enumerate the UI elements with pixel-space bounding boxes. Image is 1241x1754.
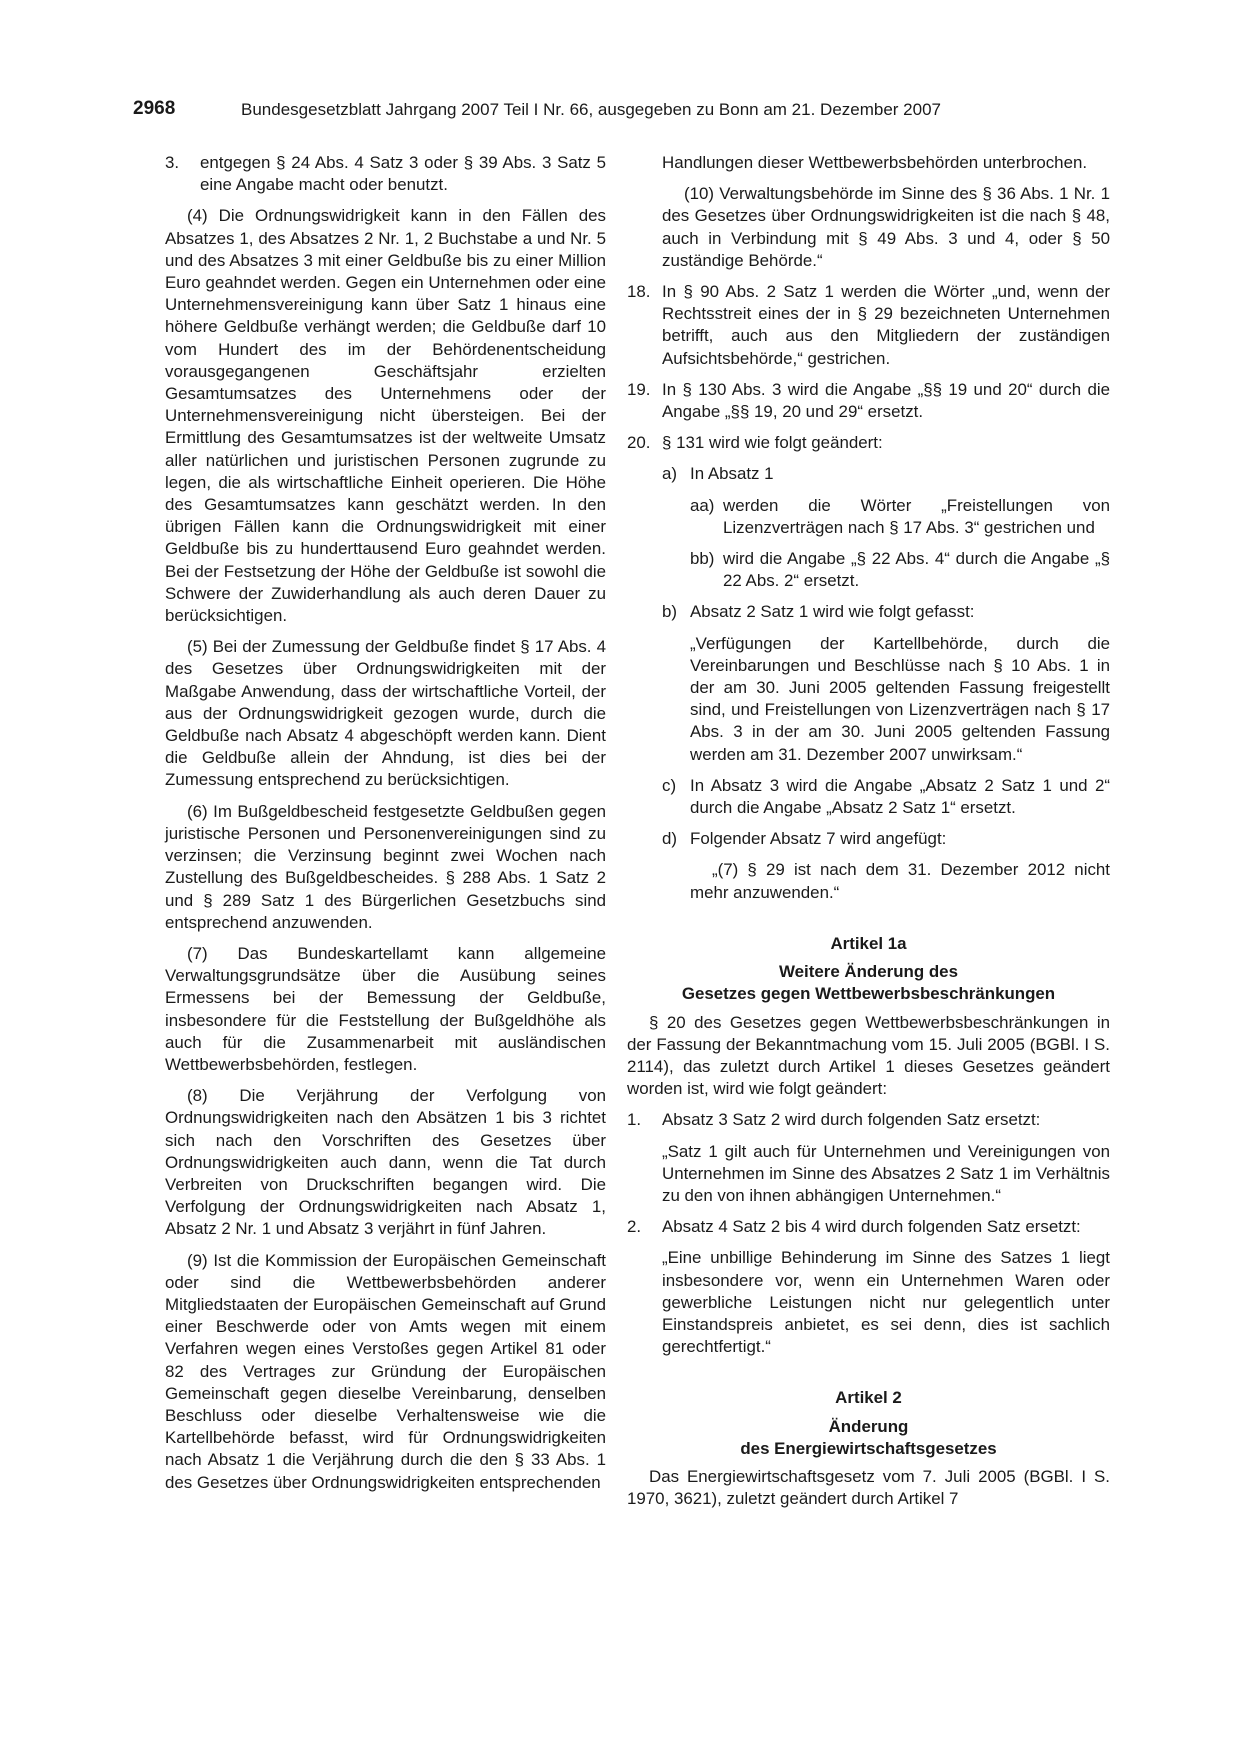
item-text: Folgender Absatz 7 wird angefügt:: [690, 829, 947, 849]
item-text: § 131 wird wie folgt geändert:: [662, 433, 883, 453]
paragraph-9: (9) Ist die Kommission der Europäischen Gemeinschaft oder sind die Wettbewerbsbehörden anderer Mitgliedstaaten der Europäischen Gemeinschaft auf Grund einer Beschwerde oder von Amts wegen mit einem Verfahren wegen eines Verstoßes gegen Artikel 81 oder 82 des Vertrages zur Gründung der Europäischen Gemeinschaft gegen dieselbe Vereinbarung, denselben Beschluss oder dieselbe Verhaltensweise wie die Kartellbehörde befasst, wird für Ordnungswidrigkeiten nach Absatz 1 die Verjährung durch die den § 33 Abs. 1 des Gesetzes über Ordnungswidrigkeiten entsprechenden: [165, 1250, 606, 1492]
list-subsubitem: [690, 495, 1110, 539]
list-item: [627, 1109, 1110, 1131]
item-letter: d): [662, 829, 678, 849]
item-letter: b): [662, 602, 678, 622]
list-item: [627, 1216, 1110, 1238]
paragraph-7: (7) Das Bundeskartellamt kann allgemeine Verwaltungsgrundsätze über die Ausübung seines Ermessens bei der Bemessung der Geldbuße, insbesondere für die Feststellung der Bußgeldhöhe als auch für die Zusammenarbeit mit ausländischen Wettbewerbsbehörden, festlegen.: [165, 943, 606, 1074]
quoted-text: „Eine unbillige Behinderung im Sinne des Satzes 1 liegt insbesondere vor, wenn ein Unternehmen Waren oder gewerbliche Leistungen nicht nur gelegentlich unter Einstandspreis anbietet, es sei denn, dies ist sachlich gerechtfertigt.“: [662, 1248, 1110, 1357]
list-item: [165, 152, 606, 196]
item-text: wird die Angabe „§ 22 Abs. 4“ durch die Angabe „§ 22 Abs. 2“ ersetzt.: [723, 549, 1110, 591]
quoted-text: „Verfügungen der Kartellbehörde, durch die Vereinbarungen und Beschlüsse nach § 10 Abs. 1 in der am 30. Juni 2005 geltenden Fassung freigestellt sind, und Freistellungen von Lizenzverträgen nach § 17 Abs. 3 in der am 30. Juni 2005 geltenden Fassung werden am 31. Dezember 2007 unwirksam.“: [690, 633, 1110, 764]
item-letter: bb): [690, 549, 715, 569]
item-letter: c): [662, 775, 677, 795]
list-item: [627, 432, 1110, 454]
gazette-title: Bundesgesetzblatt Jahrgang 2007 Teil I Nr. 66, ausgegeben zu Bonn am 21. Dezember 2007: [241, 100, 941, 119]
article-title-line: des Energiewirtschaftsgesetzes: [740, 1438, 997, 1458]
paragraph-9-continued: Handlungen dieser Wettbewerbsbehörden unterbrochen.: [662, 153, 1088, 172]
quoted-text: „Satz 1 gilt auch für Unternehmen und Vereinigungen von Unternehmen im Sinne des Absatzes 2 Satz 1 im Verhältnis zu den von ihnen abhängigen Unternehmen.“: [662, 1141, 1110, 1205]
list-subitem: [662, 775, 1110, 819]
item-letter: aa): [690, 495, 715, 515]
article-title-line: Weitere Änderung des: [779, 962, 958, 982]
article-intro: Das Energiewirtschaftsgesetz vom 7. Juli 2005 (BGBl. I S. 1970, 3621), zuletzt geändert durch Artikel 7: [627, 1466, 1110, 1509]
article-label: Artikel 1a: [830, 933, 907, 953]
paragraph-4: (4) Die Ordnungswidrigkeit kann in den Fällen des Absatzes 1, des Absatzes 2 Nr. 1, 2 Buchstabe a und Nr. 5 und des Absatzes 3 mit einer Geldbuße bis zu einer Million Euro geahndet werden. Gegen ein Unternehmen oder eine Unternehmensvereinigung kann über Satz 1 hinaus eine höhere Geldbuße verhängt werden; die Geldbuße darf 10 vom Hundert des im der Behördenentscheidung vorausgegangenen Geschäftsjahr erzielten Gesamtumsatzes des Unternehmens oder der Unternehmensvereinigung nicht übersteigen. Bei der Ermittlung des Gesamtumsatzes ist der weltweite Umsatz aller natürlichen und juristischen Personen zugrunde zu legen, die als wirtschaftliche Einheit operieren. Die Höhe des Gesamtumsatzes kann geschätzt werden. In den übrigen Fällen kann die Ordnungswidrigkeit mit einer Geldbuße bis zu hunderttausend Euro geahndet werden. Bei der Festsetzung der Höhe der Geldbuße ist sowohl die Schwere der Zuwiderhandlung als auch deren Dauer zu berücksichtigen.: [165, 206, 606, 626]
list-subitem: [662, 601, 1110, 623]
article-intro: § 20 des Gesetzes gegen Wettbewerbsbeschränkungen in der Fassung der Bekanntmachung vom 15. Juli 2005 (BGBl. I S. 2114), das zuletzt durch Artikel 1 dieses Gesetzes geändert worden ist, wird wie folgt geändert:: [627, 1012, 1110, 1099]
list-subitem: [662, 463, 1110, 485]
item-letter: a): [662, 464, 678, 484]
list-item: [627, 379, 1110, 423]
paragraph-10: (10) Verwaltungsbehörde im Sinne des § 36 Abs. 1 Nr. 1 des Gesetzes über Ordnungswidrigkeiten ist die nach § 48, auch in Verbindung mit § 49 Abs. 3 und 4, oder § 50 zuständige Behörde.“: [662, 184, 1110, 270]
item-number: 18.: [627, 282, 651, 302]
item-number: 2.: [627, 1217, 642, 1237]
item-number: 20.: [627, 433, 651, 453]
list-subitem: [662, 828, 1110, 850]
article-title-line: Gesetzes gegen Wettbewerbsbeschränkungen: [681, 984, 1056, 1004]
quoted-text: „(7) § 29 ist nach dem 31. Dezember 2012 nicht mehr anzuwenden.“: [690, 860, 1110, 902]
item-text: entgegen § 24 Abs. 4 Satz 3 oder § 39 Abs. 3 Satz 5 eine Angabe macht oder benutzt.: [200, 153, 606, 195]
item-text: Absatz 3 Satz 2 wird durch folgenden Satz ersetzt:: [662, 1110, 1041, 1130]
item-text: In § 130 Abs. 3 wird die Angabe „§§ 19 und 20“ durch die Angabe „§§ 19, 20 und 29“ ersetzt.: [662, 379, 1110, 422]
paragraph-5: (5) Bei der Zumessung der Geldbuße findet § 17 Abs. 4 des Gesetzes über Ordnungswidrigkeiten mit der Maßgabe Anwendung, dass der wirtschaftliche Vorteil, der aus der Ordnungswidrigkeit gezogen wurde, durch die Geldbuße nach Absatz 4 abgeschöpft werden kann. Dient die Geldbuße allein der Ahndung, ist dies bei der Zumessung entsprechend zu berücksichtigen.: [165, 637, 606, 790]
item-text: In § 90 Abs. 2 Satz 1 werden die Wörter „und, wenn der Rechtsstreit eines der in § 29 bezeichneten Unternehmen betrifft, auch aus den Mitgliedern der zuständigen Aufsichtsbehörde,“ gestrichen.: [662, 282, 1110, 368]
paragraph-6: (6) Im Bußgeldbescheid festgesetzte Geldbußen gegen juristische Personen und Personenvereinigungen sind zu verzinsen; die Verzinsung beginnt zwei Wochen nach Zustellung des Bußgeldbescheides. § 288 Abs. 1 Satz 2 und § 289 Satz 1 des Bürgerlichen Gesetzbuchs sind entsprechend anzuwenden.: [165, 801, 606, 932]
item-text: In Absatz 3 wird die Angabe „Absatz 2 Satz 1 und 2“ durch die Angabe „Absatz 2 Satz 1“ ersetzt.: [690, 775, 1110, 818]
item-number: 3.: [165, 153, 180, 172]
page-number: 2968: [133, 98, 176, 119]
left-column: [165, 152, 606, 1503]
list-item: [627, 281, 1110, 370]
item-text: Absatz 2 Satz 1 wird wie folgt gefasst:: [690, 602, 975, 622]
article-title-line: Änderung: [828, 1416, 909, 1436]
item-text: werden die Wörter „Freistellungen von Lizenzverträgen nach § 17 Abs. 3“ gestrichen und: [723, 495, 1110, 537]
article-label: Artikel 2: [835, 1388, 902, 1408]
item-number: 1.: [627, 1110, 642, 1130]
item-text: Absatz 4 Satz 2 bis 4 wird durch folgenden Satz ersetzt:: [662, 1217, 1081, 1237]
item-number: 19.: [627, 379, 651, 399]
item-text: In Absatz 1: [690, 464, 774, 484]
right-column: [627, 152, 1110, 1519]
paragraph-8: (8) Die Verjährung der Verfolgung von Ordnungswidrigkeiten nach den Absätzen 1 bis 3 richtet sich nach den Vorschriften des Gesetzes über Ordnungswidrigkeiten auch dann, wenn die Tat durch Verbreiten von Druckschriften begangen wird. Die Verfolgung der Ordnungswidrigkeiten nach Absatz 1, Absatz 2 Nr. 1 und Absatz 3 verjährt in fünf Jahren.: [165, 1086, 606, 1239]
list-subsubitem: [690, 548, 1110, 592]
